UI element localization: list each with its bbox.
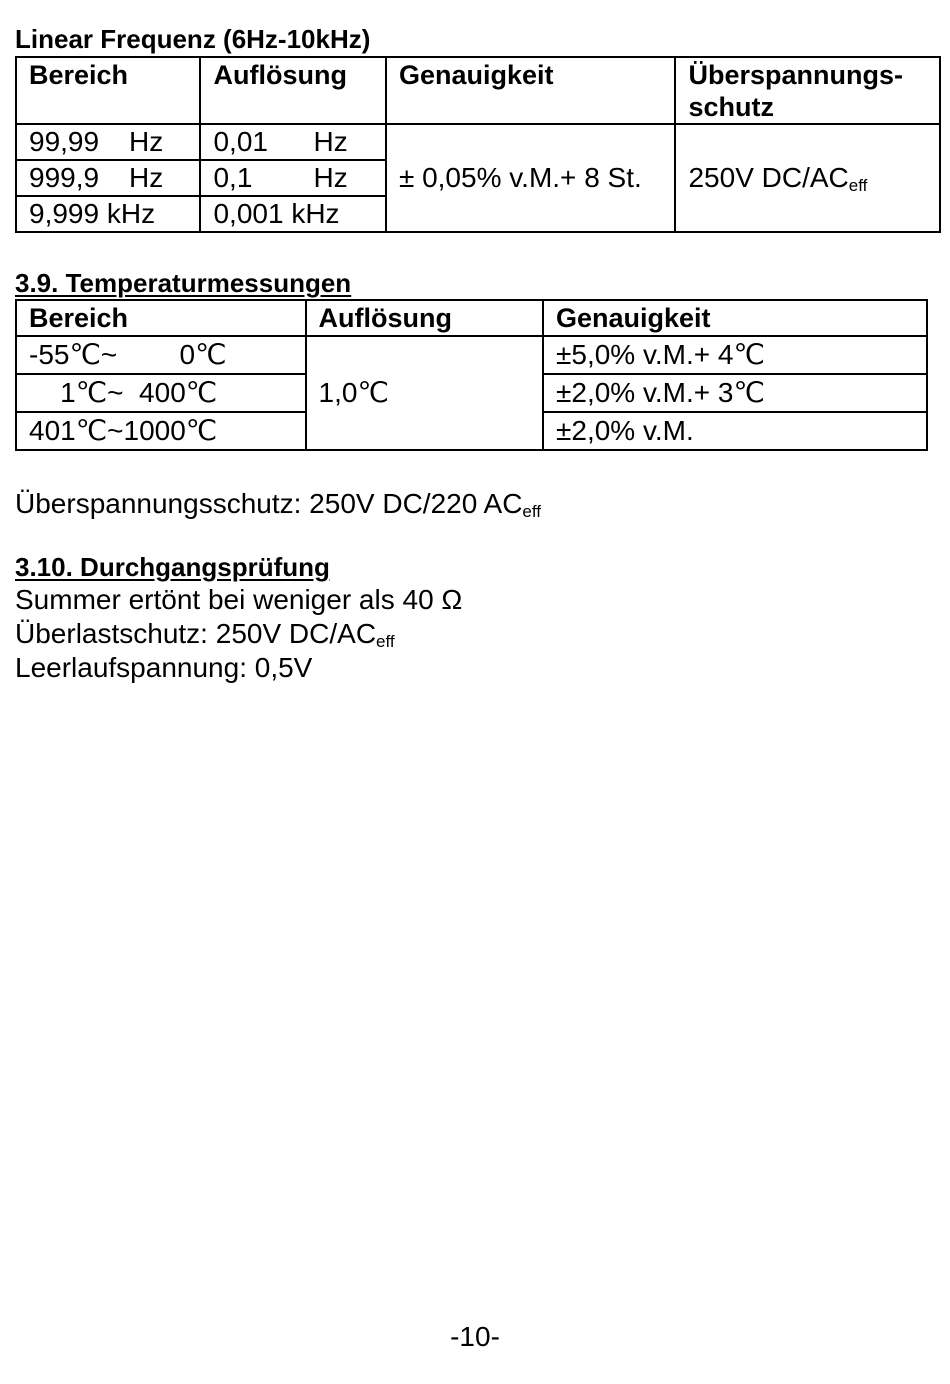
frequency-table: [15, 56, 941, 233]
range-unit: Hz: [129, 162, 164, 193]
overload-text: Überlastschutz: 250V DC/AC: [15, 618, 377, 649]
continuity-open-voltage-line: Leerlaufspannung: 0,5V: [15, 652, 313, 683]
range-cell: [16, 124, 200, 160]
header-resolution: Auflösung: [306, 300, 543, 336]
frequency-heading: Linear Frequenz (6Hz-10kHz): [15, 24, 371, 54]
temperature-header-row: [16, 300, 927, 336]
range-cell: [16, 196, 200, 232]
temperature-heading: 3.9. Temperaturmessungen: [15, 268, 352, 298]
resolution-value: 0,01: [213, 126, 268, 157]
continuity-buzzer-line: Summer ertönt bei weniger als 40 Ω: [15, 584, 463, 615]
header-protection-line2: schutz: [688, 92, 774, 122]
range-value: 999,9: [29, 162, 100, 193]
header-accuracy: Genauigkeit: [543, 300, 927, 336]
overvoltage-subscript: eff: [522, 502, 542, 521]
resolution-unit: Hz: [313, 162, 348, 193]
accuracy-cell: ±2,0% v.M.+ 3℃: [543, 374, 927, 412]
resolution-cell: [200, 160, 385, 196]
header-accuracy: Genauigkeit: [386, 57, 676, 124]
header-range: Bereich: [16, 300, 306, 336]
resolution-cell: [200, 124, 385, 160]
resolution-cell: 1,0℃: [306, 336, 543, 450]
range-value: 99,99: [29, 126, 100, 157]
header-protection-line1: Überspannungs-: [688, 60, 903, 90]
document-page: [15, 22, 941, 685]
resolution-value: 0,1: [213, 162, 253, 193]
resolution-unit: Hz: [313, 126, 348, 157]
temperature-overvoltage: [15, 487, 941, 521]
header-range: Bereich: [16, 57, 200, 124]
table-row: [16, 336, 927, 374]
continuity-heading: 3.10. Durchgangsprüfung: [15, 552, 330, 582]
page-number: -10-: [450, 1321, 500, 1352]
protection-subscript: eff: [848, 176, 868, 195]
accuracy-cell: ±2,0% v.M.: [543, 412, 927, 450]
range-cell: 401℃~1000℃: [16, 412, 306, 450]
range-cell: [16, 160, 200, 196]
header-resolution: Auflösung: [200, 57, 385, 124]
resolution-cell: [200, 196, 385, 232]
range-cell: 1℃~ 400℃: [16, 374, 306, 412]
table-row: [16, 124, 940, 160]
continuity-overload-line: [15, 617, 941, 651]
accuracy-cell: ±5,0% v.M.+ 4℃: [543, 336, 927, 374]
protection-cell: [675, 124, 940, 232]
protection-value: 250V DC/AC: [688, 162, 849, 193]
range-value: 9,999 kHz: [29, 198, 156, 229]
resolution-value: 0,001 kHz: [213, 198, 340, 229]
overvoltage-text: Überspannungsschutz: 250V DC/220 AC: [15, 488, 523, 519]
accuracy-cell: ± 0,05% v.M.+ 8 St.: [386, 124, 676, 232]
header-protection: [675, 57, 940, 124]
overload-subscript: eff: [376, 632, 395, 651]
temperature-table: [15, 299, 928, 451]
range-cell: -55℃~ 0℃: [16, 336, 306, 374]
frequency-header-row: [16, 57, 940, 124]
range-unit: Hz: [129, 126, 164, 157]
